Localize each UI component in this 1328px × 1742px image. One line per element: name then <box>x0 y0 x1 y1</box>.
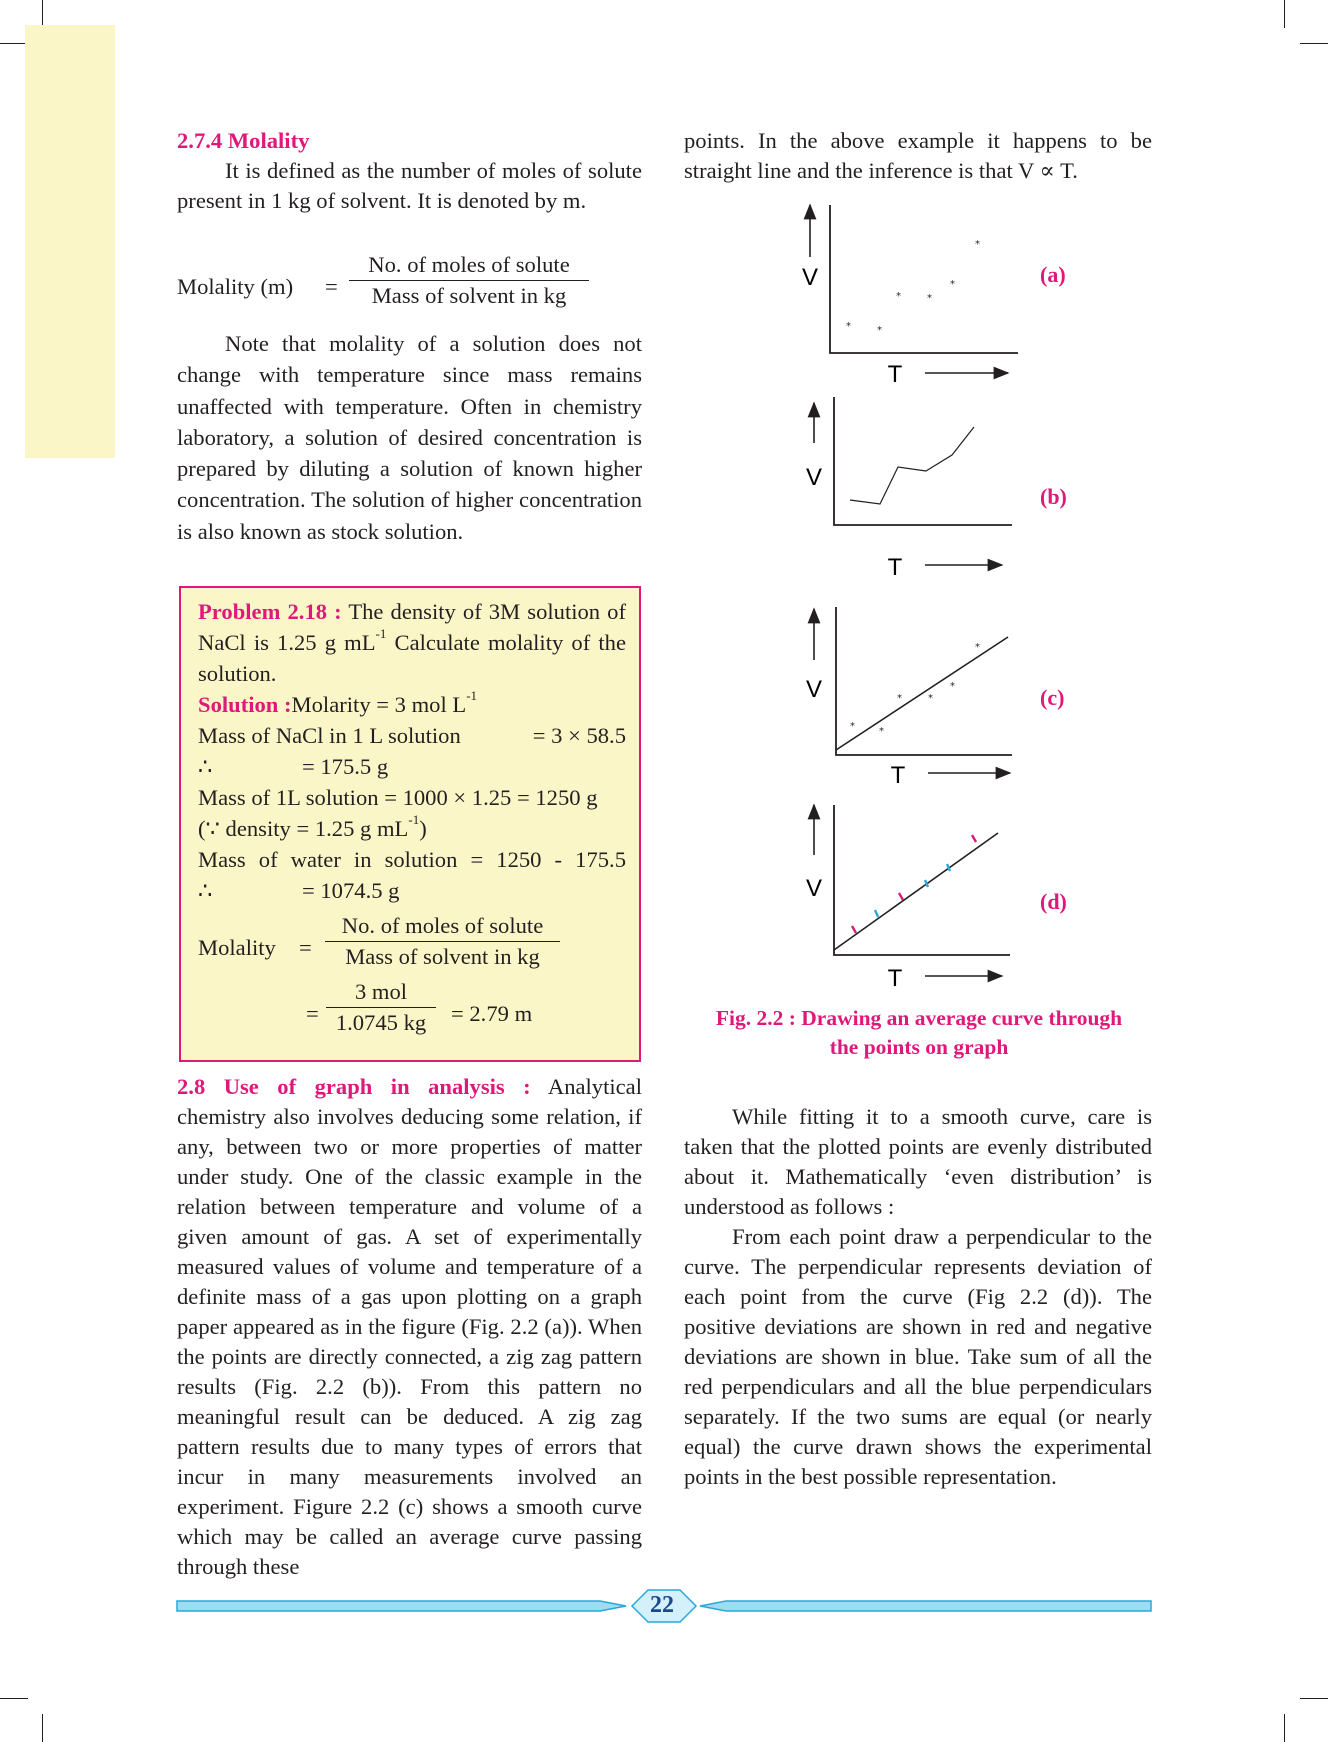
density-close: ) <box>419 816 427 841</box>
nacl-result-line <box>198 751 389 782</box>
left-column-top <box>177 126 642 216</box>
data-point: * <box>975 642 980 653</box>
positive-deviation <box>899 893 903 900</box>
x-axis-label: T <box>887 361 903 388</box>
molality-fraction <box>325 913 560 970</box>
fitting-paragraph: While fitting it to a smooth curve, care is taken that the plotted points are evenly distributed about it. Mathematically ‘even distribution’ is understood as follows : <box>684 1104 1152 1219</box>
figure-panels <box>790 195 1130 1015</box>
data-point: * <box>897 693 902 704</box>
crop-mark <box>42 0 43 28</box>
crop-mark <box>1284 0 1285 28</box>
data-point: * <box>846 321 851 332</box>
positive-deviation <box>852 926 856 933</box>
data-point: * <box>928 693 933 704</box>
positive-deviation <box>972 835 976 842</box>
density-sup: -1 <box>408 812 420 827</box>
equals-sign: = <box>306 1001 319 1026</box>
formula-equals: = <box>325 274 338 299</box>
right-column-top <box>684 126 1152 186</box>
nacl-result: = 175.5 g <box>302 754 389 779</box>
caption-line-2: the points on graph <box>829 1035 1009 1059</box>
average-line <box>836 637 1008 750</box>
molality-result: = 2.79 m <box>451 1001 533 1026</box>
nacl-left: Mass of NaCl in 1 L solution <box>198 723 461 748</box>
formula-denominator: Mass of solvent in kg <box>371 283 567 308</box>
data-point: * <box>879 726 884 737</box>
x-axis-label: T <box>887 965 903 992</box>
data-point: * <box>850 721 855 732</box>
therefore-symbol: ∴ <box>198 754 213 779</box>
footer-band-left <box>177 1601 626 1611</box>
panel-c-label: (c) <box>1040 685 1065 710</box>
nacl-line <box>198 720 626 751</box>
value-numerator: 3 mol <box>326 979 436 1008</box>
graph-heading: 2.8 Use of graph in analysis : <box>177 1074 531 1099</box>
problem-sup: -1 <box>375 626 387 641</box>
fraction-denominator: Mass of solvent in kg <box>345 944 540 969</box>
average-line <box>834 833 998 950</box>
solution-line <box>198 689 477 720</box>
graph-paragraph <box>177 1072 642 1582</box>
left-column-note <box>177 328 642 547</box>
solution-molarity: Molarity = 3 mol L <box>291 692 467 717</box>
data-point: * <box>950 279 955 290</box>
crop-mark <box>1300 43 1328 44</box>
panel-d <box>806 805 1010 992</box>
problem-box <box>179 586 641 1062</box>
data-points <box>850 642 980 737</box>
data-point: * <box>877 325 882 336</box>
density-note-line <box>198 813 427 844</box>
nacl-right: = 3 × 58.5 <box>532 723 626 748</box>
data-points <box>846 239 980 336</box>
molality-calculation <box>198 913 628 1053</box>
figure-caption <box>684 1004 1154 1062</box>
data-point: * <box>975 239 980 250</box>
problem-text-end: Calculate molality of the solution. <box>198 630 626 686</box>
data-point: * <box>896 291 901 302</box>
equals-sign: = <box>299 935 312 960</box>
panel-a <box>802 205 1018 388</box>
problem-label: Problem 2.18 : <box>198 599 342 624</box>
deviation-markers <box>852 835 976 933</box>
crop-mark <box>0 1698 28 1699</box>
value-denominator: 1.0745 kg <box>335 1010 427 1035</box>
value-fraction <box>326 979 436 1036</box>
inference-paragraph: points. In the above example it happens to be straight line and the inference is that V ∝ T. <box>684 128 1152 183</box>
molality-heading: 2.7.4 Molality <box>177 128 310 153</box>
therefore-symbol: ∴ <box>198 878 213 903</box>
crop-mark <box>1284 1714 1285 1742</box>
x-axis-label: T <box>887 554 903 581</box>
y-axis-label: V <box>805 464 823 491</box>
crop-mark <box>42 1714 43 1742</box>
formula-numerator: No. of moles of solute <box>349 252 589 281</box>
x-axis-label: T <box>890 762 906 789</box>
footer-band-right <box>700 1601 1151 1611</box>
margin-highlight <box>25 25 115 458</box>
data-point: * <box>950 681 955 692</box>
right-column-bottom <box>684 1102 1152 1492</box>
density-note: (∵ density = 1.25 g mL <box>198 816 409 841</box>
panel-a-label: (a) <box>1040 262 1066 287</box>
page-number: 22 <box>650 1592 674 1618</box>
zigzag-line <box>850 427 974 504</box>
fraction-numerator: No. of moles of solute <box>325 913 560 942</box>
y-axis-label: V <box>801 264 819 291</box>
crop-mark <box>0 43 28 44</box>
y-axis-label: V <box>805 875 823 902</box>
panel-b-label: (b) <box>1040 484 1067 509</box>
molality-definition: It is defined as the number of moles of solute present in 1 kg of solvent. It is denoted by m. <box>177 158 642 213</box>
water-line: Mass of water in solution = 1250 - 175.5 <box>198 847 626 872</box>
molality-label: Molality <box>198 935 276 960</box>
molality-formula <box>177 252 647 324</box>
axes <box>834 805 1010 955</box>
graph-section <box>177 1072 642 1582</box>
solution-label: Solution : <box>198 692 292 717</box>
formula-label: Molality (m) <box>177 274 294 299</box>
problem-text: The density of 3M solution of NaCl is 1.25 g mL <box>198 599 626 655</box>
caption-line-1: Fig. 2.2 : Drawing an average curve through <box>715 1006 1123 1030</box>
crop-mark <box>1300 1698 1328 1699</box>
molality-note: Note that molality of a solution does not change with temperature since mass remains unaffected with temperature. Often in chemistry laboratory, a solution of desired concentration is prepared by diluting a solution of known higher concentration. The solution of higher concentration is also known as stock solution. <box>177 331 642 544</box>
water-result: = 1074.5 g <box>302 878 400 903</box>
negative-deviation <box>875 910 878 917</box>
axes <box>830 205 1018 353</box>
data-point: * <box>927 293 932 304</box>
panel-c <box>806 607 1012 789</box>
panel-d-label: (d) <box>1040 889 1067 914</box>
mass-1l-line: Mass of 1L solution = 1000 × 1.25 = 1250 g <box>198 785 598 810</box>
problem-statement <box>198 596 626 689</box>
water-result-line <box>198 875 400 906</box>
panel-b <box>806 397 1012 581</box>
perpendicular-paragraph: From each point draw a perpendicular to the curve. The perpendicular represents deviation of each point from the curve (Fig 2.2 (d)). The positive deviations are shown in red and negative deviations are shown in blue. Take sum of all the red perpendiculars and all the blue perpendiculars separately. If the two sums are equal (or nearly equal) the curve drawn shows the experimental points in the best possible representation. <box>684 1224 1152 1489</box>
solution-sup: -1 <box>466 688 478 703</box>
graph-text: Analytical chemistry also involves deducing some relation, if any, between two or more properties of matter under study. One of the classic example in the relation between temperature and volume of a given amount of gas. A set of experimentally measured values of volume and temperature of a definite mass of a gas upon plotting on a graph paper appeared as in the figure (Fig. 2.2 (a)). When the points are directly connected, a zig zag pattern results (Fig. 2.2 (b)). From this pattern no meaningful result can be deduced. A zig zag pattern results due to many types of errors that incur in many measurements involved an experiment. Figure 2.2 (c) shows a smooth curve which may be called an average curve passing through these <box>177 1074 642 1579</box>
axes <box>834 397 1012 525</box>
y-axis-label: V <box>805 676 823 703</box>
formula-fraction <box>349 252 589 309</box>
negative-deviation <box>925 880 928 887</box>
